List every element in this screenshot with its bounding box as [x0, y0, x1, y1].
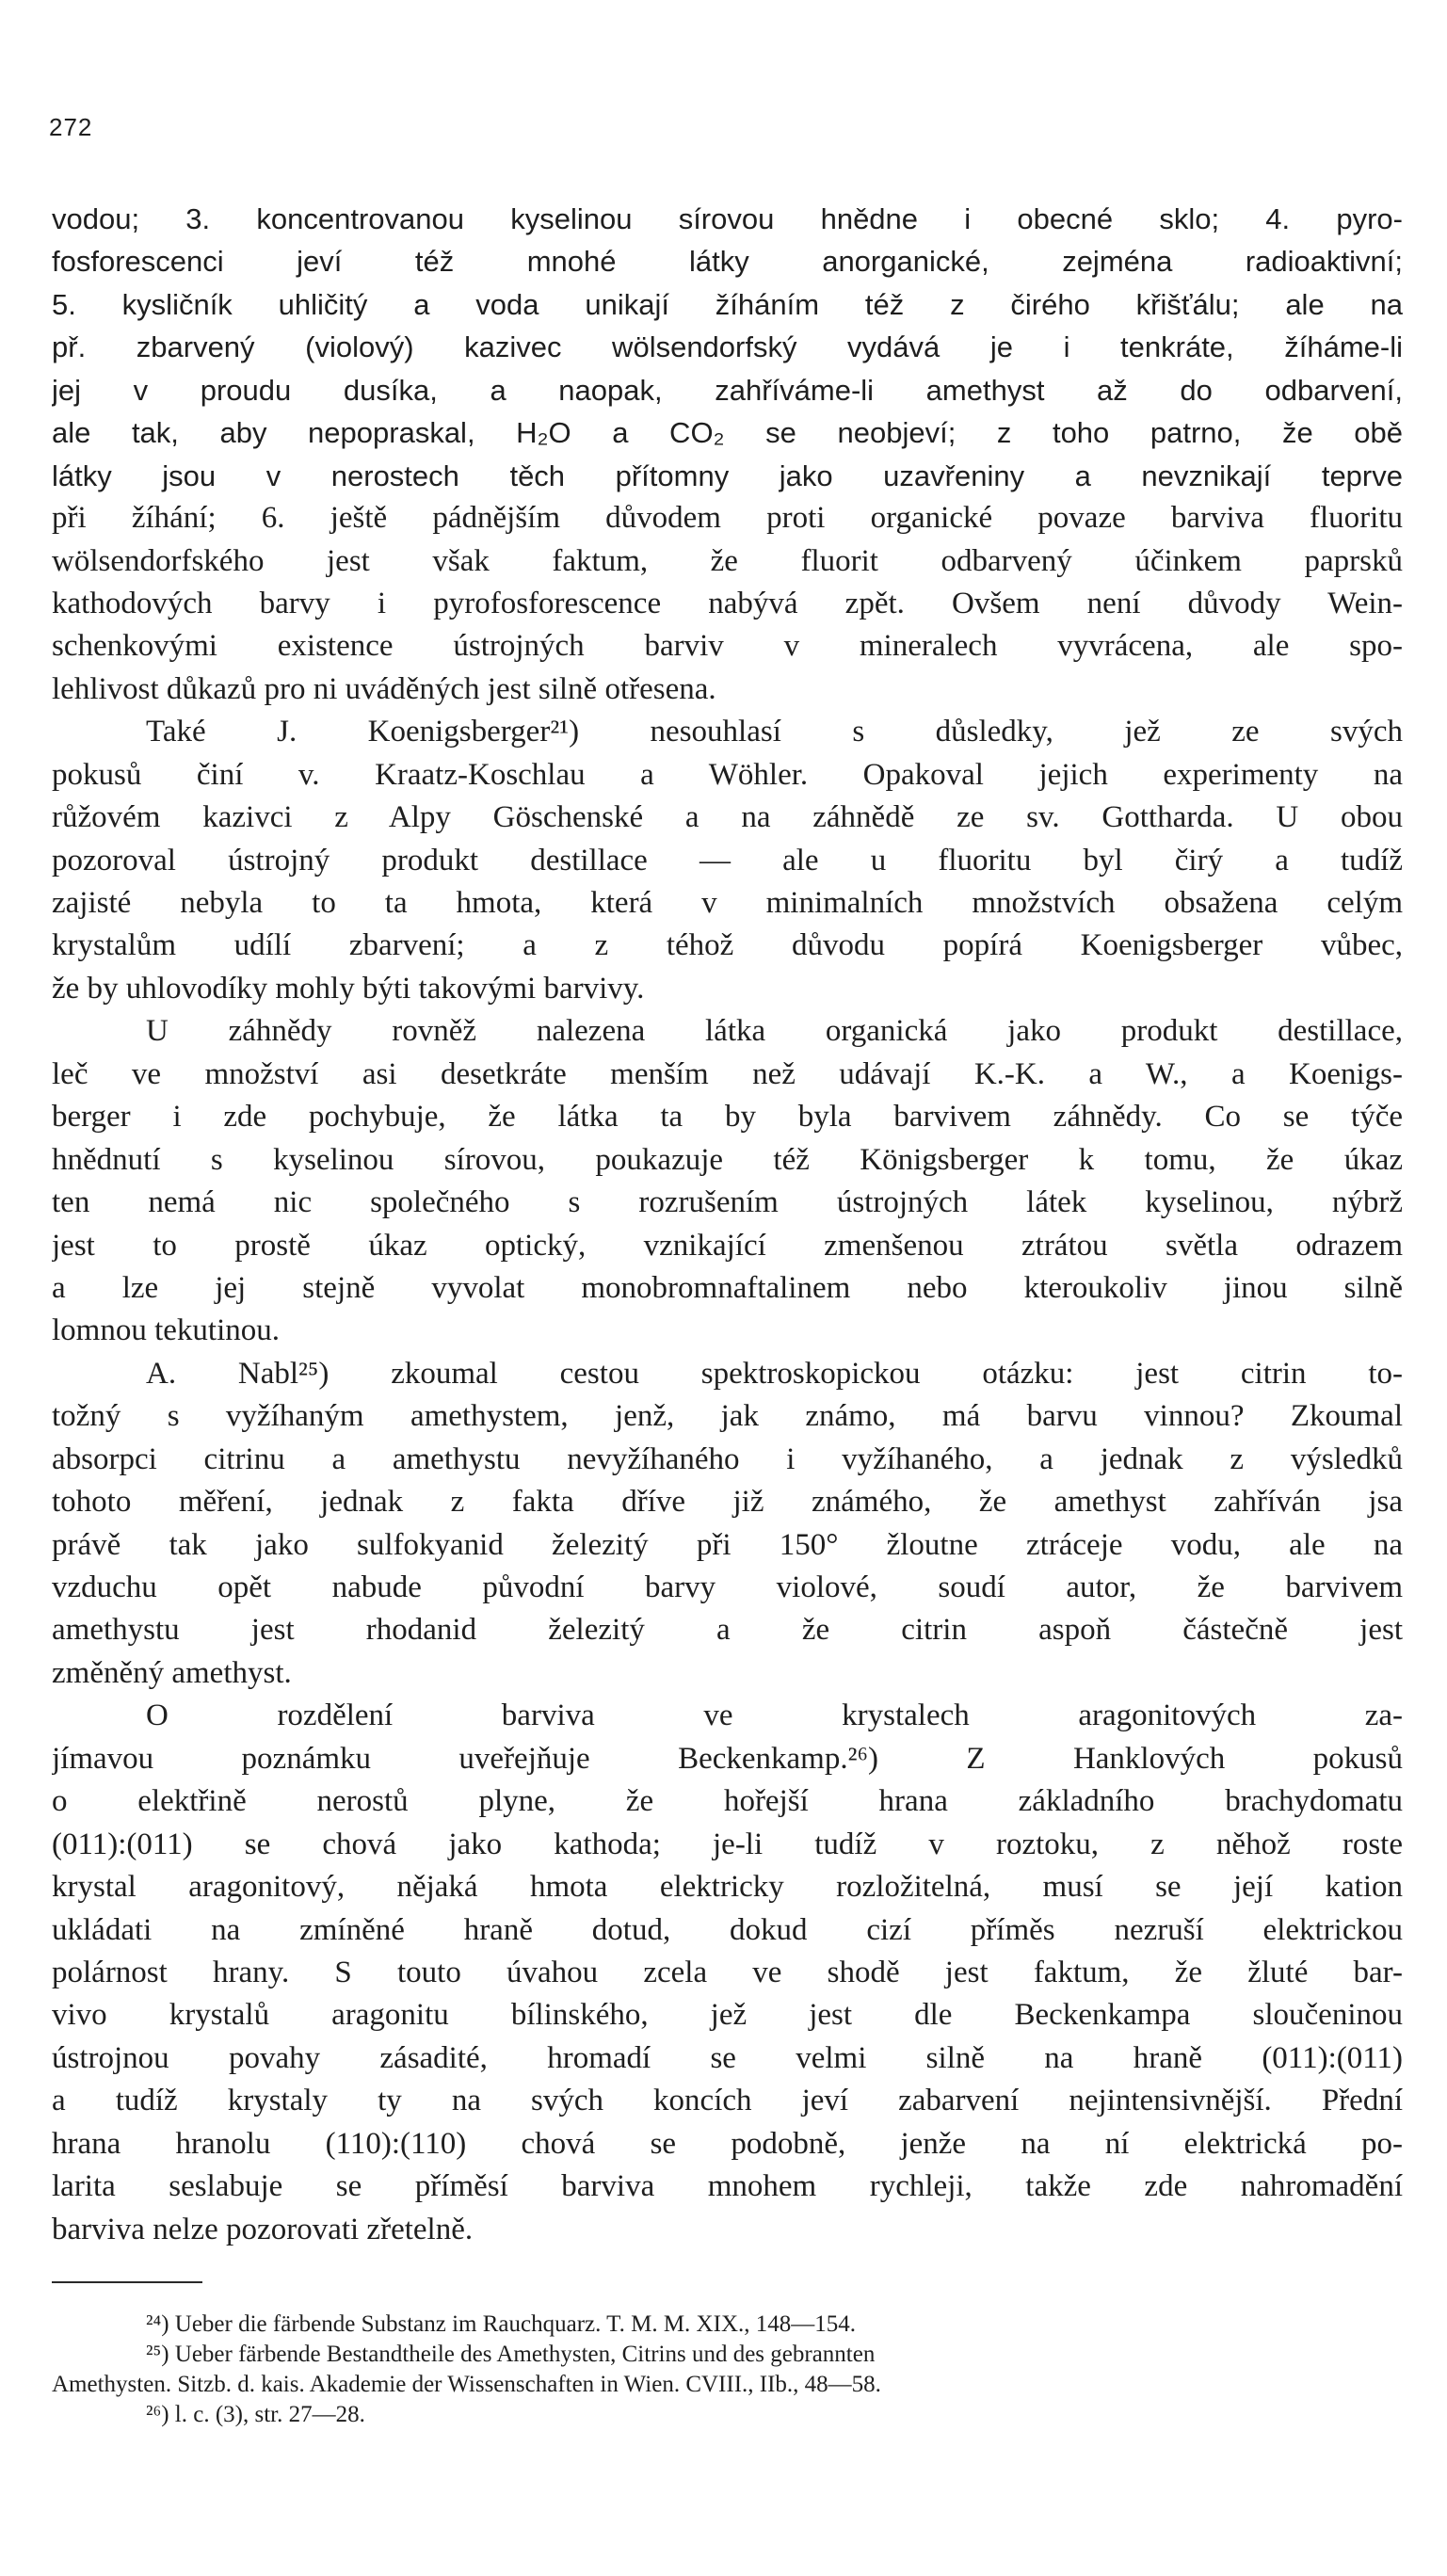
- text-line: při žíhání; 6. ještě pádnějším důvodem proti organické povaze barviva fluoritu: [52, 501, 1403, 536]
- text-line: vzduchu opět nabude původní barvy violové, soudí autor, že barvivem: [52, 1570, 1403, 1604]
- footnote-line: ²⁴) Ueber die färbende Substanz im Rauchquarz. T. M. M. XIX., 148—154.: [146, 2311, 856, 2337]
- text-line: hnědnutí s kyselinou sírovou, poukazuje též Königsberger k tomu, že úkaz: [52, 1142, 1403, 1177]
- text-line: pozoroval ústrojný produkt destillace — ale u fluoritu byl čirý a tudíž: [52, 843, 1403, 877]
- text-line: amethystu jest rhodanid železitý a že citrin aspoň částečně jest: [52, 1613, 1403, 1648]
- text-line: fosforescenci jeví též mnohé látky anorganické, zejména radioaktivní;: [52, 245, 1403, 279]
- text-line: růžovém kazivci z Alpy Göschenské a na záhnědě ze sv. Gottharda. U obou: [52, 800, 1403, 835]
- text-line: absorpci citrinu a amethystu nevyžíhaného i vyžíhaného, a jednak z výsledků: [52, 1441, 1403, 1476]
- footnote-line: Amethysten. Sitzb. d. kais. Akademie der Wissenschaften in Wien. CVIII., IIb., 48—58.: [52, 2372, 881, 2397]
- text-line: lehlivost důkazů pro ni uváděných jest silně otřesena.: [52, 671, 716, 706]
- text-line: jímavou poznámku uveřejňuje Beckenkamp.²⁶) Z Hanklových pokusů: [52, 1741, 1403, 1776]
- text-line: jest to prostě úkaz optický, vznikající zmenšenou ztrátou světla odrazem: [52, 1228, 1403, 1263]
- text-line: lomnou tekutinou.: [52, 1313, 280, 1348]
- text-line: že by uhlovodíky mohly býti takovými barvivy.: [52, 971, 645, 1006]
- text-line: jej v proudu dusíka, a naopak, zahříváme-li amethyst až do odbarvení,: [52, 373, 1403, 407]
- text-line: látky jsou v nerostech těch přítomny jako uzavřeniny a nevznikají teprve: [52, 459, 1403, 492]
- text-line: o elektřině nerostů plyne, že hořejší hrana základního brachydomatu: [52, 1784, 1403, 1819]
- text-line: tohoto měření, jednak z fakta dříve již známého, že amethyst zahříván jsa: [52, 1485, 1403, 1520]
- text-line: př. zbarvený (violový) kazivec wölsendorfský vydává je i tenkráte, žíháme-li: [52, 330, 1403, 364]
- text-line: tožný s vyžíhaným amethystem, jenž, jak známo, má barvu vinnou? Zkoumal: [52, 1399, 1403, 1434]
- text-line: larita seslabuje se příměsí barviva mnohem rychleji, takže zde nahromadění: [52, 2169, 1403, 2204]
- text-line: polárnost hrany. S touto úvahou zcela ve shodě jest faktum, že žluté bar-: [52, 1955, 1403, 1989]
- text-line: ústrojnou povahy zásadité, hromadí se velmi silně na hraně (011):(011): [52, 2040, 1403, 2075]
- text-line: 5. kysličník uhličitý a voda unikají žíháním též z čirého křišťálu; ale na: [52, 287, 1403, 321]
- text-line: A. Nabl²⁵) zkoumal cestou spektroskopickou otázku: jest citrin to-: [146, 1356, 1403, 1391]
- page-number: 272: [49, 113, 93, 141]
- footnote-line: ²⁶) l. c. (3), str. 27—28.: [146, 2402, 365, 2427]
- footnotes: [52, 2310, 1403, 2430]
- text-line: krystalům udílí zbarvení; a z téhož důvodu popírá Koenigsberger vůbec,: [52, 928, 1403, 963]
- text-line: ale tak, aby nepopraskal, H₂O a CO₂ se neobjeví; z toho patrno, že obě: [52, 416, 1403, 450]
- text-line: právě tak jako sulfokyanid železitý při 150° žloutne ztráceje vodu, ale na: [52, 1527, 1403, 1562]
- text-line: ukládati na zmíněné hraně dotud, dokud cizí příměs nezruší elektrickou: [52, 1912, 1403, 1947]
- text-line: (011):(011) se chová jako kathoda; je-li tudíž v roztoku, z něhož roste: [52, 1827, 1403, 1861]
- text-line: berger i zde pochybuje, že látka ta by byla barvivem záhnědy. Co se týče: [52, 1100, 1403, 1135]
- text-line: a lze jej stejně vyvolat monobromnaftalinem nebo kteroukoliv jinou silně: [52, 1270, 1403, 1305]
- text-line: U záhnědy rovněž nalezena látka organická jako produkt destillace,: [146, 1014, 1403, 1049]
- text-line: a tudíž krystaly ty na svých koncích jeví zabarvení nejintensivnější. Přední: [52, 2084, 1403, 2118]
- text-line: zajisté nebyla to ta hmota, která v minimalních množstvích obsažena celým: [52, 886, 1403, 920]
- footnote-line: ²⁵) Ueber färbende Bestandtheile des Amethysten, Citrins und des gebrannten: [146, 2342, 876, 2367]
- text-line: změněný amethyst.: [52, 1655, 292, 1690]
- text-line: vivo krystalů aragonitu bílinského, jež jest dle Beckenkampa sloučeninou: [52, 1998, 1403, 2033]
- text-line: schenkovými existence ústrojných barviv v mineralech vyvrácena, ale spo-: [52, 629, 1403, 664]
- text-line: ten nemá nic společného s rozrušením ústrojných látek kyselinou, nýbrž: [52, 1185, 1403, 1220]
- text-line: kathodových barvy i pyrofosforescence nabývá zpět. Ovšem není důvody Wein-: [52, 586, 1403, 620]
- text-line: leč ve množství asi desetkráte menším než udávají K.-K. a W., a Koenigs-: [52, 1056, 1403, 1091]
- text-line: Také J. Koenigsberger²¹) nesouhlasí s důsledky, jež ze svých: [146, 715, 1403, 749]
- text-line: O rozdělení barviva ve krystalech aragonitových za-: [146, 1699, 1403, 1733]
- body-text: [52, 198, 1403, 2251]
- text-line: vodou; 3. koncentrovanou kyselinou sírovou hnědne i obecné sklo; 4. pyro-: [52, 202, 1403, 235]
- text-line: krystal aragonitový, nějaká hmota elektricky rozložitelná, musí se její kation: [52, 1870, 1403, 1905]
- text-line: barviva nelze pozorovati zřetelně.: [52, 2212, 474, 2246]
- text-line: wölsendorfského jest však faktum, že fluorit odbarvený účinkem paprsků: [52, 543, 1403, 578]
- text-line: pokusů činí v. Kraatz-Koschlau a Wöhler. Opakoval jejich experimenty na: [52, 757, 1403, 792]
- text-line: hrana hranolu (110):(110) chová se podobně, jenže na ní elektrická po-: [52, 2126, 1403, 2161]
- footnote-separator: [52, 2281, 202, 2283]
